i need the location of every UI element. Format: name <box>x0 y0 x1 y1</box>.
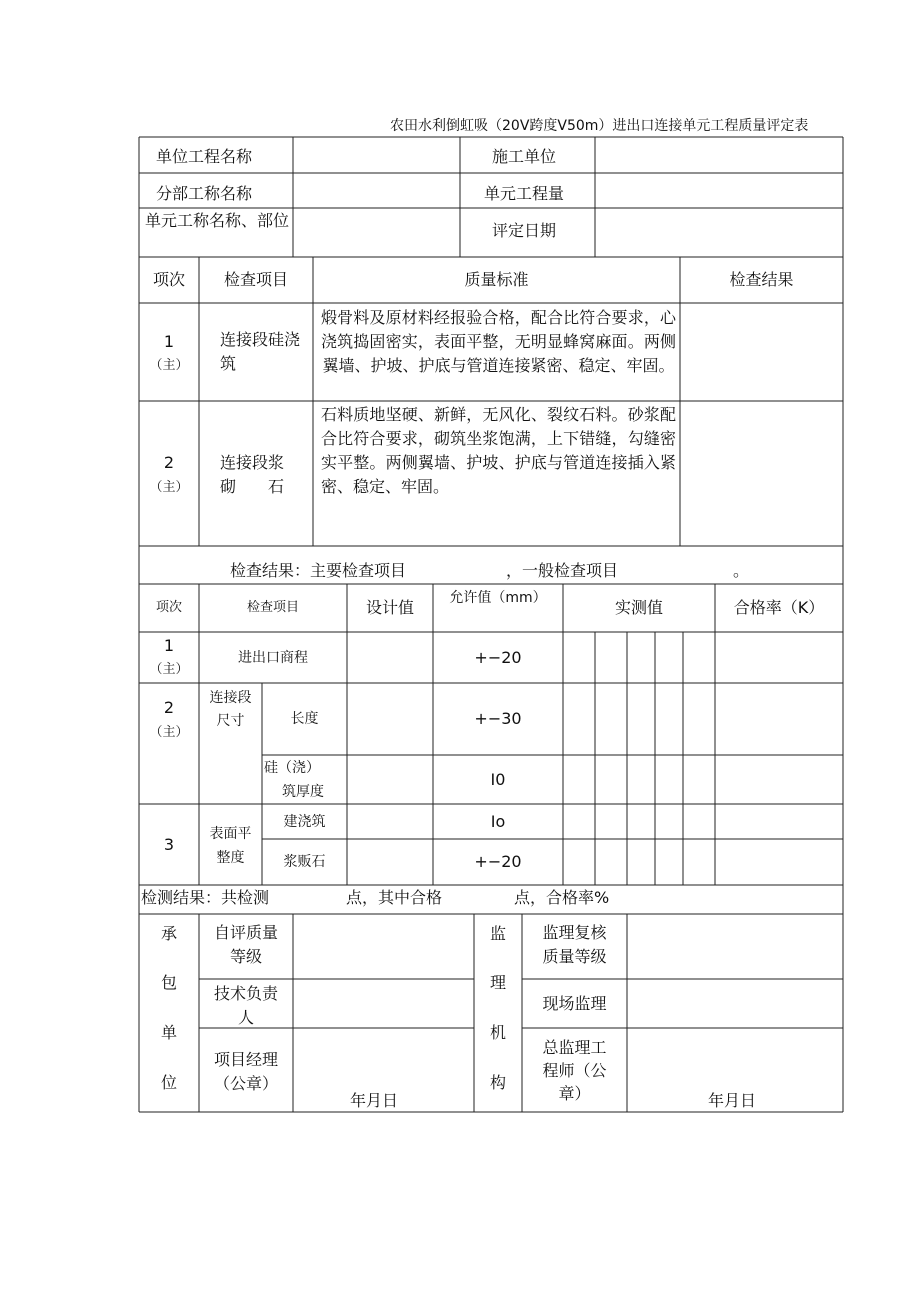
quality-summary-end: 。 <box>733 561 750 580</box>
quality-row1-standard: 煅骨料及原材料经报验合格，配合比符合要求，心浇筑捣固密实，表面平整，无明显蜂窝麻面。两侧翼墙、护坡、护底与管道连接紧密、稳定、牢固。 <box>321 308 676 375</box>
project-manager-line2: （公章） <box>213 1074 278 1093</box>
supervisor-date: 年月日 <box>708 1091 757 1110</box>
supervisor-char-2: 理 <box>489 973 506 992</box>
quality-col-result: 检查结果 <box>729 270 794 289</box>
measure-row1-tag: （主） <box>149 662 189 677</box>
supervisor-char-1: 监 <box>489 924 506 943</box>
measure-row2-no: 2 <box>163 698 175 717</box>
self-eval-line2: 等级 <box>229 947 262 966</box>
measure-row1-no: 1 <box>163 636 175 655</box>
site-supervisor-label: 现场监理 <box>542 994 607 1013</box>
contractor-char-4: 位 <box>160 1073 177 1092</box>
measure-col-pass: 合格率（K） <box>733 598 825 617</box>
chief-supervisor-line3: 章） <box>558 1084 591 1103</box>
review-quality-line2: 质量等级 <box>542 947 607 966</box>
measure-col-item: 检查项目 <box>246 600 299 615</box>
measure-row2-thickness-line1: 硅（浇） <box>264 760 320 776</box>
measure-col-design: 设计值 <box>365 598 414 617</box>
measure-row3-sub1: 建浇筑 <box>283 814 326 830</box>
measure-row3-allow1: Io <box>490 812 506 831</box>
chief-supervisor-line2: 程师（公 <box>542 1061 607 1080</box>
measure-row3-group-line1: 表面平 <box>209 826 252 842</box>
construction-unit-label: 施工单位 <box>492 147 557 166</box>
contractor-date: 年月日 <box>350 1091 399 1110</box>
measure-col-allow: 允许值（mm） <box>449 590 547 606</box>
quality-row1-item: 连接段硅浇筑 <box>220 330 301 373</box>
measure-row2-tag: （主） <box>149 725 189 740</box>
contractor-char-2: 包 <box>160 973 177 992</box>
measure-row1-allow: +−20 <box>474 648 522 667</box>
quality-row2-item-line1: 连接段浆 <box>220 453 285 472</box>
tech-lead-line2: 人 <box>237 1008 254 1027</box>
sub-project-label: 分部工称名称 <box>156 184 253 203</box>
quality-summary-main: 检查结果：主要检查项目 <box>230 561 407 580</box>
self-eval-line1: 自评质量 <box>213 923 278 942</box>
measure-row2-group-line2: 尺寸 <box>216 713 245 729</box>
quality-summary-general: ，一般检查项目 <box>506 561 619 580</box>
measure-row2-allow-length: +−30 <box>474 709 522 728</box>
quality-row2-tag: （主） <box>149 480 189 495</box>
measure-row2-group-line1: 连接段 <box>209 690 252 706</box>
measure-row2-allow-thickness: I0 <box>490 770 506 789</box>
measure-row3-sub2: 浆贩石 <box>283 854 326 870</box>
quality-row1-no: 1 <box>163 332 175 351</box>
measure-result-total: 检测结果：共检测 <box>141 888 270 907</box>
measure-row3-group-line2: 整度 <box>216 850 245 866</box>
unit-quantity-label: 单元工程量 <box>484 184 565 203</box>
measure-row2-thickness-line2: 筑厚度 <box>282 784 324 800</box>
measure-row1-item: 进出口商程 <box>238 650 308 666</box>
measure-result-pass: 点，其中合格 <box>346 888 443 907</box>
measure-row3-allow2: +−20 <box>474 852 522 871</box>
measure-row3-no: 3 <box>163 835 175 854</box>
document-title: 农田水利倒虹吸（20V跨度V50m）进出口连接单元工程质量评定表 <box>390 118 809 134</box>
quality-row2-no: 2 <box>163 453 175 472</box>
quality-row2-standard: 石料质地坚硬、新鲜，无风化、裂纹石料。砂浆配合比符合要求，砌筑坐浆饱满，上下错缝，勾缝密实平整。两侧翼墙、护坡、护底与管道连接插入紧密、稳定、牢固。 <box>321 405 676 496</box>
quality-row1-tag: （主） <box>149 358 189 373</box>
contractor-char-1: 承 <box>160 924 177 943</box>
review-quality-line1: 监理复核 <box>542 923 607 942</box>
measure-col-measured: 实测值 <box>614 598 663 617</box>
quality-col-item: 检查项目 <box>223 270 288 289</box>
unit-name-part-label: 单元工称名称、部位 <box>144 211 289 230</box>
eval-date-label: 评定日期 <box>492 221 557 240</box>
measure-row2-length: 长度 <box>290 711 319 727</box>
measure-result-rate: 点，合格率% <box>514 888 610 907</box>
chief-supervisor-line1: 总监理工 <box>542 1038 607 1057</box>
supervisor-char-4: 构 <box>489 1073 506 1092</box>
contractor-char-3: 单 <box>160 1023 177 1042</box>
project-manager-line1: 项目经理 <box>213 1050 278 1069</box>
tech-lead-line1: 技术负责 <box>213 984 278 1003</box>
supervisor-char-3: 机 <box>489 1023 506 1042</box>
quality-col-no: 项次 <box>152 270 185 289</box>
quality-col-standard: 质量标准 <box>464 270 529 289</box>
quality-row2-item-line2: 砌 石 <box>220 477 285 496</box>
unit-project-label: 单位工程名称 <box>156 147 253 166</box>
measure-col-no: 项次 <box>155 600 182 615</box>
